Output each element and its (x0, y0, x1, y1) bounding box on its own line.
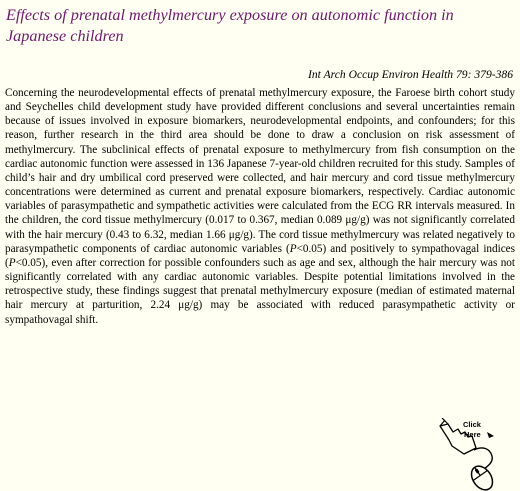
abstract-part-3: <0.05), even after correction for possible confounders such as age and sex, although the hair mercury was not significantly correlated with any cardiac autonomic variables. Despite potential limitations involved in the retrospective study, these findings suggest that prenatal methylmercury exposure (median of estimated maternal hair mercury at parturition, 2.24 μg/g) may be associated with reduced parasympathetic activity or sympathovagal shift. (5, 256, 515, 326)
mouse-pointer-icon (434, 418, 520, 491)
journal-citation: Int Arch Occup Environ Health 79: 379-386 (308, 68, 513, 81)
abstract-part-2: <0.05) and positively to sympathovagal indices ( (5, 242, 516, 269)
here-label: Here (464, 430, 481, 439)
abstract-part-1: Concerning the neurodevelopmental effects of prenatal methylmercury exposure, the Faroese birth cohort study and Seychelles child development study have provided different conclusions and several uncertainties remain because of issues involved in exposure biomarkers, neurodevelopmental endpoints, and confounders; for this reason, further research in the third area should be done to draw a conclusion on risk assessment of methylmercury. The subclinical effects of prenatal exposure to methylmercury from fish consumption on the cardiac autonomic function were assessed in 136 Japanese 7-year-old children recruited for this study. Samples of child’s hair and dry umbilical cord preserved were collected, and hair mercury and cord tissue methylmercury concentrations were determined as current and prenatal exposure biomarkers, respectively. Cardiac autonomic variables of parasympathetic and sympathetic activities were calculated from the ECG RR intervals measured. In the children, the cord tissue methylmercury (0.017 to 0.367, median 0.089 μg/g) was not significantly correlated with the hair mercury (0.43 to 6.32, median 1.66 μg/g). The cord tissue methylmercury was related negatively to parasympathetic components of cardiac autonomic variables ( (5, 87, 515, 255)
p-value-symbol: P (289, 242, 297, 255)
click-label: Click (463, 420, 481, 429)
p-value-symbol: P (8, 256, 16, 269)
article-title: Effects of prenatal methylmercury exposure on autonomic function in Japanese children (6, 6, 454, 45)
abstract-text (5, 86, 515, 327)
click-here-button[interactable] (434, 418, 520, 491)
